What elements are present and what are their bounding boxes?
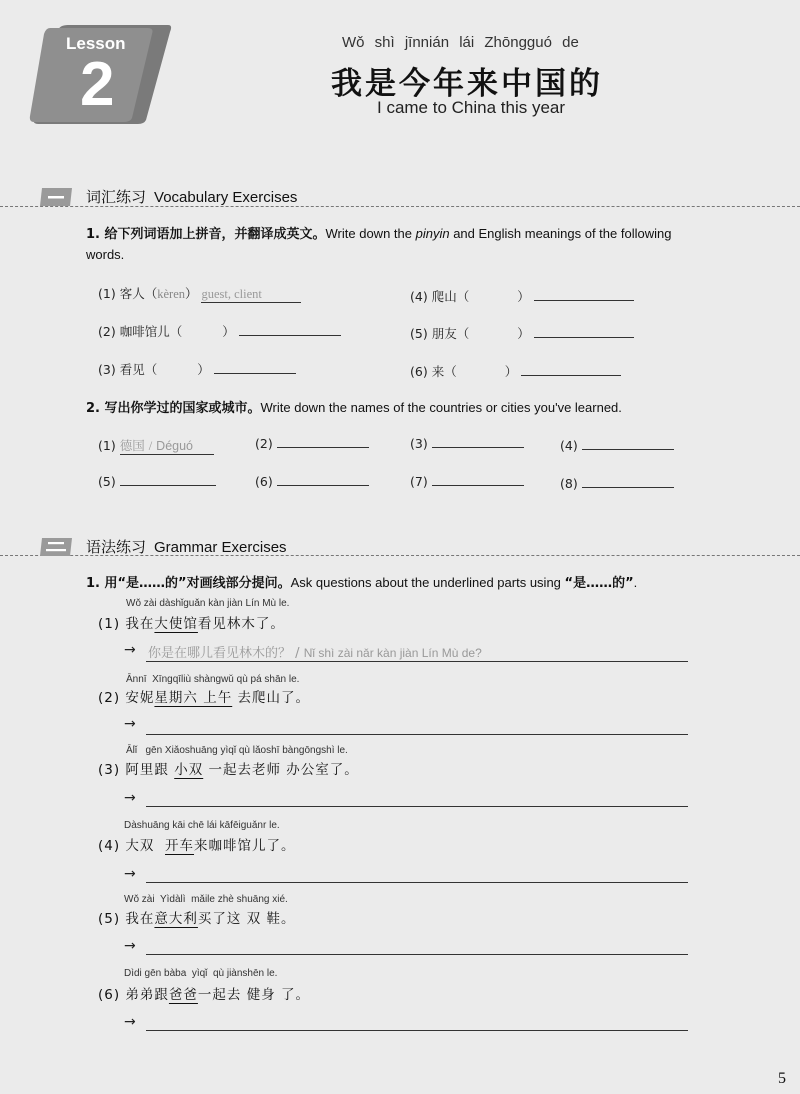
instruction-en-cont: and English meanings of the following bbox=[449, 226, 672, 241]
question-number: (2) bbox=[98, 690, 121, 706]
underlined-part: 开车 bbox=[165, 838, 195, 854]
question-sentence bbox=[98, 834, 296, 854]
country-item bbox=[410, 436, 524, 451]
question-sentence bbox=[98, 612, 285, 632]
example-answer-pinyin: Nǐ shì zài nǎr kàn jiàn Lín Mù de? bbox=[303, 646, 482, 660]
question-text: 看见林木了。 bbox=[197, 616, 285, 632]
item-number: (3) bbox=[410, 436, 428, 451]
question-text: 安妮 bbox=[125, 690, 155, 706]
item-number: (7) bbox=[410, 474, 428, 489]
question-pinyin: Wǒ zài Yìdàlì mǎile zhè shuāng xié. bbox=[124, 894, 288, 905]
country-item bbox=[560, 476, 674, 491]
example-answer-cn: 你是在哪儿看见林木的？ bbox=[148, 646, 292, 661]
question-pinyin: Ālǐ gēn Xiǎoshuāng yìqǐ qù lǎoshī bàngōngshì le. bbox=[126, 745, 348, 756]
question-number: (1) bbox=[98, 616, 121, 632]
answer-line[interactable] bbox=[146, 954, 688, 955]
grammar-heading-cn: 语法练习 bbox=[86, 538, 147, 556]
item-pinyin-example: kèren bbox=[157, 287, 185, 301]
item-number: (2) bbox=[255, 436, 273, 451]
vocab-ex1-instruction bbox=[86, 224, 756, 265]
question-text: 去爬山了。 bbox=[232, 690, 311, 706]
item-number: (6) bbox=[255, 474, 273, 489]
title-pinyin: Wǒ shì jīnnián lái Zhōngguó de bbox=[342, 34, 579, 51]
example-answer-separator: / bbox=[295, 646, 300, 661]
example-answer bbox=[148, 642, 482, 661]
underlined-part: 大使馆 bbox=[154, 616, 198, 632]
question-pinyin: Wǒ zài dàshǐguǎn kàn jiàn Lín Mù le. bbox=[126, 598, 290, 609]
answer-field[interactable] bbox=[120, 436, 214, 455]
question-number: (4) bbox=[98, 838, 121, 854]
vocab-heading-cn: 词汇练习 bbox=[86, 188, 147, 206]
country-item bbox=[410, 474, 524, 489]
answer-field[interactable] bbox=[120, 485, 216, 486]
item-number: (5) bbox=[410, 326, 428, 341]
answer-field[interactable] bbox=[239, 335, 341, 336]
vocab-item: (5) 朋友（ ） bbox=[410, 324, 634, 342]
item-number: (8) bbox=[560, 476, 578, 491]
item-word: 朋友 bbox=[431, 326, 457, 341]
vocab-item: (3) 看见（ ） bbox=[98, 360, 296, 378]
item-word: 看见 bbox=[119, 362, 145, 377]
instruction-en: Write down the bbox=[325, 226, 416, 241]
instruction-en: Ask questions about the underlined parts using bbox=[290, 575, 561, 590]
country-item bbox=[560, 438, 674, 453]
question-text: 买了这 双 鞋。 bbox=[197, 911, 296, 927]
instruction-cn: 1. 给下列词语加上拼音，并翻译成英文。 bbox=[86, 227, 326, 242]
underlined-part: 爸爸 bbox=[168, 987, 198, 1003]
vocab-ex2-instruction bbox=[86, 398, 776, 419]
instruction-italic: pinyin bbox=[415, 226, 450, 241]
instruction-en-line2: words. bbox=[86, 247, 125, 262]
answer-line[interactable] bbox=[146, 1030, 688, 1031]
item-number: (4) bbox=[410, 289, 428, 304]
question-text: 大双 bbox=[125, 838, 166, 854]
question-text: 一起去 健身 了。 bbox=[197, 987, 311, 1003]
answer-field[interactable] bbox=[432, 485, 524, 486]
example-country-cn: 德国 bbox=[119, 438, 145, 453]
grammar-ex1-instruction bbox=[86, 573, 776, 594]
country-item bbox=[98, 436, 214, 455]
grammar-heading bbox=[86, 536, 287, 557]
question-number: (6) bbox=[98, 987, 121, 1003]
answer-field[interactable] bbox=[277, 447, 369, 448]
question-number: (3) bbox=[98, 762, 121, 778]
country-item bbox=[255, 436, 369, 451]
answer-line[interactable] bbox=[146, 734, 688, 735]
answer-field[interactable] bbox=[582, 449, 674, 450]
answer-line[interactable] bbox=[146, 882, 688, 883]
question-sentence bbox=[98, 907, 296, 927]
answer-line[interactable] bbox=[146, 806, 688, 807]
underlined-part: 小双 bbox=[174, 762, 204, 778]
answer-field[interactable] bbox=[432, 447, 524, 448]
item-word: 爬山 bbox=[431, 289, 457, 304]
item-number: (1) bbox=[98, 286, 116, 301]
lesson-label: Lesson bbox=[66, 34, 126, 53]
page-number: 5 bbox=[778, 1070, 786, 1087]
question-text: 我在 bbox=[125, 911, 155, 927]
question-pinyin: Ānnī Xīngqīliù shàngwǔ qù pá shān le. bbox=[126, 674, 300, 685]
arrow-icon: → bbox=[124, 866, 136, 882]
arrow-icon: → bbox=[124, 716, 136, 732]
lesson-number: 2 bbox=[80, 50, 115, 119]
arrow-icon: → bbox=[124, 642, 136, 658]
question-sentence bbox=[98, 686, 310, 706]
instruction-en: Write down the names of the countries or cities you've learned. bbox=[260, 400, 622, 415]
arrow-icon: → bbox=[124, 1014, 136, 1030]
arrow-icon: → bbox=[124, 938, 136, 954]
section-tab-one bbox=[38, 186, 74, 206]
item-number: (3) bbox=[98, 362, 116, 377]
question-text: 弟弟跟 bbox=[125, 987, 169, 1003]
country-item bbox=[255, 474, 369, 489]
answer-field[interactable] bbox=[521, 375, 621, 376]
item-word: 来 bbox=[431, 364, 445, 379]
answer-field[interactable]: guest, client bbox=[201, 287, 301, 303]
answer-field[interactable] bbox=[214, 373, 296, 374]
title-english: I came to China this year bbox=[377, 98, 566, 117]
item-number: (1) bbox=[98, 438, 116, 453]
item-number: (6) bbox=[410, 364, 428, 379]
answer-field[interactable] bbox=[534, 337, 634, 338]
vocab-item: (4) 爬山（ ） bbox=[410, 287, 634, 305]
item-number: (2) bbox=[98, 324, 116, 339]
grammar-heading-en: Grammar Exercises bbox=[154, 539, 287, 556]
section-tab-two bbox=[38, 536, 74, 556]
page-title: 我是今年来中国的 bbox=[331, 66, 603, 102]
vocab-item: (2) 咖啡馆儿（ ） bbox=[98, 322, 341, 340]
vocab-heading bbox=[86, 186, 297, 207]
instruction-end: . bbox=[633, 575, 638, 590]
question-text: 一起去老师 办公室了。 bbox=[203, 762, 359, 778]
question-sentence bbox=[98, 983, 310, 1003]
vocab-item: (1) 客人（kèren） guest, client bbox=[98, 284, 301, 303]
instruction-quote: “是……的” bbox=[564, 576, 634, 591]
question-pinyin: Dìdi gēn bàba yìqǐ qù jiànshēn le. bbox=[124, 968, 278, 979]
underlined-part: 意大利 bbox=[154, 911, 198, 927]
question-pinyin: Dàshuāng kāi chē lái kāfēiguǎnr le. bbox=[124, 820, 280, 831]
question-sentence bbox=[98, 758, 359, 778]
question-text: 阿里跟 bbox=[125, 762, 175, 778]
item-number: (5) bbox=[98, 474, 116, 489]
answer-field[interactable] bbox=[582, 487, 674, 488]
item-number: (4) bbox=[560, 438, 578, 453]
item-word: 咖啡馆儿 bbox=[119, 324, 170, 339]
vocab-item: (6) 来（ ） bbox=[410, 362, 621, 380]
example-country-pinyin: Déguó bbox=[156, 439, 194, 453]
instruction-cn: 1. 用“是……的”对画线部分提问。 bbox=[86, 576, 291, 591]
item-word: 客人 bbox=[119, 286, 145, 301]
example-separator: / bbox=[148, 439, 153, 453]
question-number: (5) bbox=[98, 911, 121, 927]
lesson-badge bbox=[28, 20, 173, 125]
question-text: 我在 bbox=[125, 616, 155, 632]
question-text: 来咖啡馆儿了。 bbox=[194, 838, 296, 854]
answer-field[interactable] bbox=[534, 300, 634, 301]
underlined-part: 星期六 上午 bbox=[154, 690, 233, 706]
country-item bbox=[98, 474, 216, 489]
vocab-heading-en: Vocabulary Exercises bbox=[154, 189, 298, 206]
arrow-icon: → bbox=[124, 790, 136, 806]
answer-line[interactable] bbox=[146, 661, 688, 662]
instruction-cn: 2. 写出你学过的国家或城市。 bbox=[86, 401, 261, 416]
answer-field[interactable] bbox=[277, 485, 369, 486]
